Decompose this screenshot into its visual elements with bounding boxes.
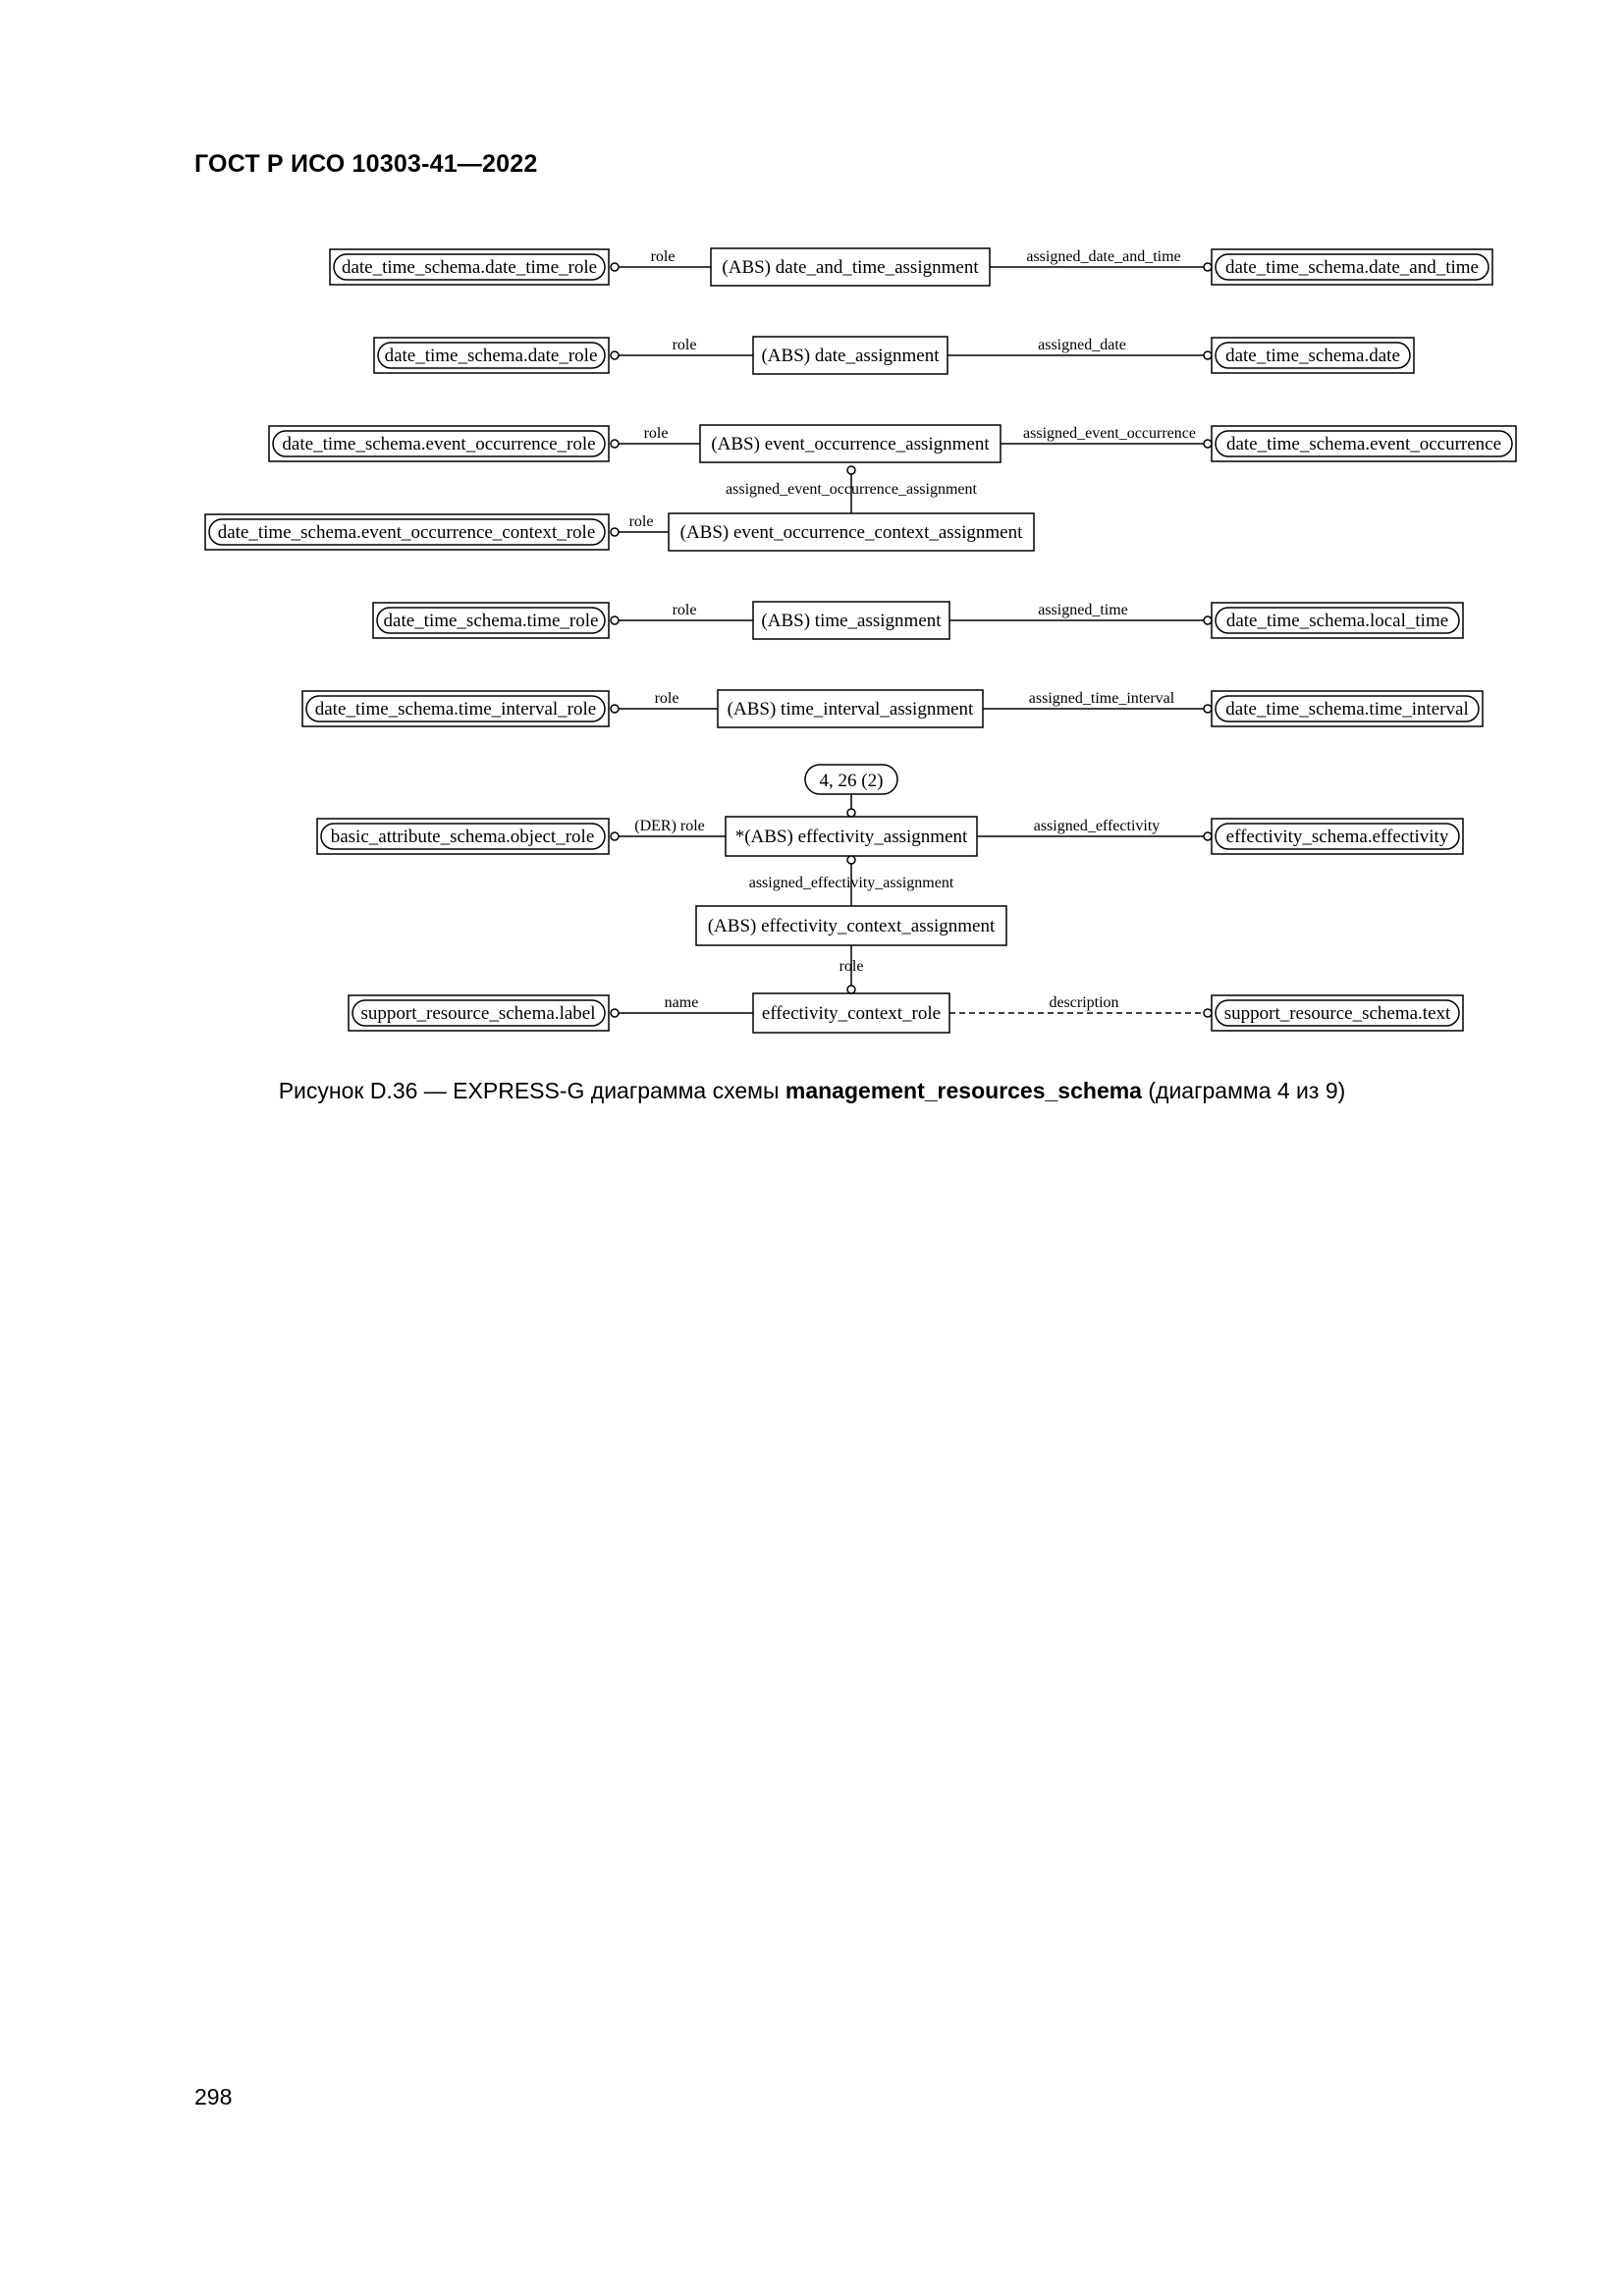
effectivity-left-label: (DER) role — [634, 818, 705, 834]
row2-left-type: date_time_schema.date_role — [384, 346, 598, 366]
effectivity-entity: *(ABS) effectivity_assignment — [734, 827, 968, 847]
row2-entity: (ABS) date_assignment — [761, 346, 940, 366]
row1-right-label: assigned_date_and_time — [1026, 248, 1181, 265]
row4-entity: (ABS) event_occurrence_context_assignment — [679, 522, 1023, 543]
row4-left-type: date_time_schema.event_occurrence_context_role — [217, 522, 596, 543]
page-reference: 4, 26 (2) — [819, 771, 884, 791]
row5-entity: (ABS) time_assignment — [761, 611, 942, 631]
row3-left-label: role — [643, 425, 669, 442]
caption-schema-name: management_resources_schema — [785, 1078, 1142, 1103]
caption-prefix: Рисунок D.36 — EXPRESS-G диаграмма схемы — [278, 1078, 785, 1103]
effectivity-left-type: basic_attribute_schema.object_role — [330, 827, 595, 847]
name-target-type: support_resource_schema.label — [360, 1003, 596, 1024]
effectivity-context-label: assigned_effectivity_assignment — [748, 875, 954, 891]
row2-right-type: date_time_schema.date — [1225, 346, 1400, 366]
row5-right-type: date_time_schema.local_time — [1225, 611, 1449, 631]
row4-left-label: role — [628, 513, 654, 530]
row6-left-type: date_time_schema.time_interval_role — [314, 699, 597, 720]
caption-suffix: (диаграмма 4 из 9) — [1141, 1078, 1346, 1103]
row3-right-type: date_time_schema.event_occurrence — [1225, 434, 1502, 454]
row1-left-type: date_time_schema.date_time_role — [341, 257, 598, 278]
page-number: 298 — [194, 2084, 233, 2109]
row3-left-type: date_time_schema.event_occurrence_role — [282, 434, 596, 454]
effectivity-role-entity: effectivity_context_role — [761, 1003, 942, 1024]
row5-left-type: date_time_schema.time_role — [383, 611, 599, 631]
document-header: ГОСТ Р ИСО 10303-41—2022 — [194, 150, 538, 178]
effectivity-right-label: assigned_effectivity — [1033, 818, 1161, 834]
row3-entity: (ABS) event_occurrence_assignment — [711, 434, 990, 454]
row6-left-label: role — [654, 690, 679, 707]
figure-caption — [0, 1078, 1624, 1104]
effectivity-role-label: role — [839, 958, 864, 975]
name-label: name — [664, 994, 699, 1011]
row5-right-label: assigned_time — [1038, 602, 1128, 618]
row2-right-label: assigned_date — [1038, 337, 1126, 353]
row3-right-label: assigned_event_occurrence — [1023, 425, 1196, 442]
row6-right-label: assigned_time_interval — [1028, 690, 1175, 707]
row1-right-type: date_time_schema.date_and_time — [1225, 257, 1479, 278]
row6-right-type: date_time_schema.time_interval — [1225, 699, 1469, 720]
row6-entity: (ABS) time_interval_assignment — [727, 699, 974, 720]
express-g-diagram — [0, 0, 1624, 1060]
row4-up-label: assigned_event_occurrence_assignment — [726, 481, 977, 498]
row1-left-label: role — [650, 248, 676, 265]
row5-left-label: role — [672, 602, 697, 618]
effectivity-right-type: effectivity_schema.effectivity — [1225, 827, 1449, 847]
effectivity-context-entity: (ABS) effectivity_context_assignment — [707, 916, 996, 936]
description-label: description — [1049, 994, 1119, 1011]
row1-entity: (ABS) date_and_time_assignment — [722, 257, 979, 278]
description-target-type: support_resource_schema.text — [1223, 1003, 1451, 1024]
row2-left-label: role — [672, 337, 697, 353]
